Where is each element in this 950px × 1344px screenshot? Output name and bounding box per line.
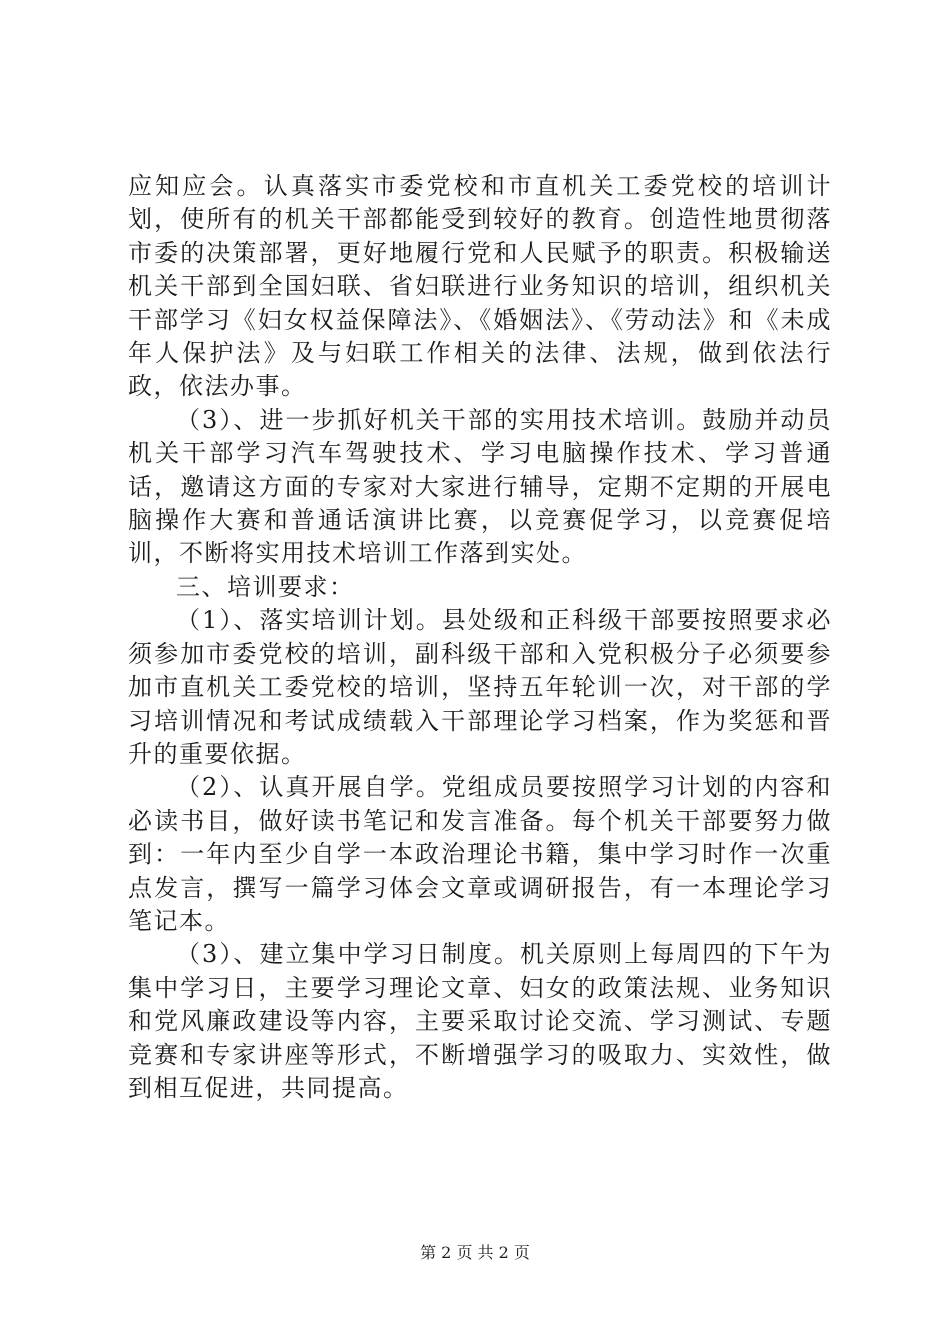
paragraph-practical-training: （3）、进一步抓好机关干部的实用技术培训。鼓励并动员机关干部学习汽车驾驶技术、学习电脑操作技术、学习普通话，邀请这方面的专家对大家进行辅导，定期不定期的开展电脑操作大赛和普通话演讲比赛，以竞赛促学习，以竞赛促培训，不断将实用技术培训工作落到实处。	[128, 405, 832, 568]
paragraph-study-day: （3）、建立集中学习日制度。机关原则上每周四的下午为集中学习日，主要学习理论文章、妇女的政策法规、业务知识和党风廉政建设等内容，主要采取讨论交流、学习测试、专题竞赛和专家讲座等形式，不断增强学习的吸取力、实效性，做到相互促进，共同提高。	[128, 940, 832, 1102]
document-body	[128, 170, 832, 1105]
paragraph-continuation: 应知应会。认真落实市委党校和市直机关工委党校的培训计划，使所有的机关干部都能受到较好的教育。创造性地贯彻落市委的决策部署，更好地履行党和人民赋予的职责。积极输送机关干部到全国妇联、省妇联进行业务知识的培训，组织机关干部学习《妇女权益保障法》、《婚姻法》、《劳动法》和《未成年人保护法》及与妇联工作相关的法律、法规，做到依法行政，依法办事。	[128, 172, 832, 401]
section-heading-training-requirements: 三、培训要求：	[176, 572, 355, 601]
paragraph-implement-plan: （1）、落实培训计划。县处级和正科级干部要按照要求必须参加市委党校的培训，副科级干部和入党积极分子必须要参加市直机关工委党校的培训，坚持五年轮训一次，对干部的学习培训情况和考试成绩载入干部理论学习档案，作为奖惩和晋升的重要依据。	[128, 606, 832, 768]
page-number-footer: 第 2 页 共 2 页	[420, 1243, 530, 1262]
paragraph-self-study: （2）、认真开展自学。党组成员要按照学习计划的内容和必读书目，做好读书笔记和发言准备。每个机关干部要努力做到：一年内至少自学一本政治理论书籍，集中学习时作一次重点发言，撰写一篇学习体会文章或调研报告，有一本理论学习笔记本。	[128, 773, 832, 935]
